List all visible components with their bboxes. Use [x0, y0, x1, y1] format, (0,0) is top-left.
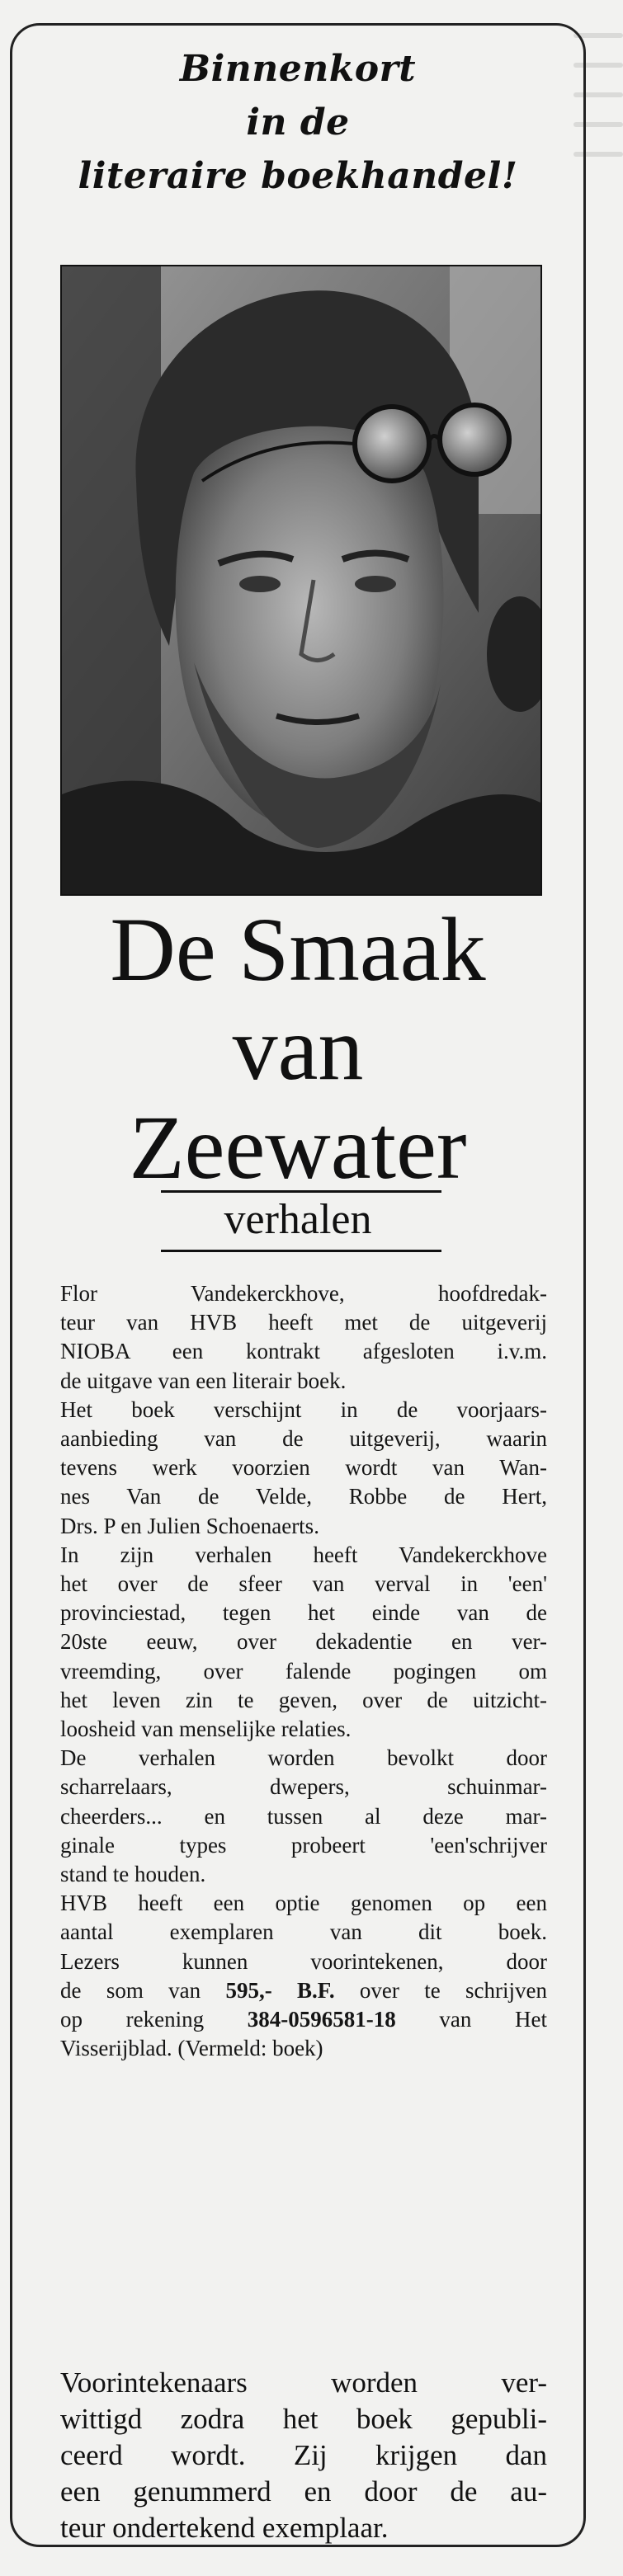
article-body-line: de som van 595,- B.F. over te schrijven	[60, 1977, 547, 2003]
article-body-line: cheerders... en tussen al deze mar-	[60, 1803, 547, 1829]
subscriber-notice-line: Voorintekenaars worden ver-	[60, 2366, 547, 2399]
article-body-line: loosheid van menselijke relaties.	[60, 1717, 352, 1742]
article-body-line: De verhalen worden bevolkt door	[60, 1745, 547, 1771]
article-body-line: provinciestad, tegen het einde van de	[60, 1600, 547, 1626]
article-body-line: teur van HVB heeft met de uitgeverij	[60, 1310, 547, 1335]
article-body-line: nes Van de Velde, Robbe de Hert,	[60, 1484, 547, 1509]
article-body-line: Lezers kunnen voorintekenen, door	[60, 1948, 547, 1974]
article-body-line: NIOBA een kontrakt afgesloten i.v.m.	[60, 1339, 547, 1364]
subscriber-notice	[60, 2365, 547, 2546]
article-body-line: stand te houden.	[60, 1862, 206, 1887]
headline-line-2: in de	[246, 101, 350, 144]
article-body-line: op rekening 384-0596581-18 van Het	[60, 2007, 547, 2032]
article-body-line: vreemding, over falende pogingen om	[60, 1658, 547, 1684]
article-body-line: HVB heeft een optie genomen op een	[60, 1891, 547, 1916]
article-body-line: 20ste eeuw, over dekadentie en ver-	[60, 1629, 547, 1655]
book-title-line-2: van	[232, 998, 364, 1099]
article-body-line: Het boek verschijnt in de voorjaars-	[60, 1396, 547, 1422]
subscriber-notice-line: een genummerd en door de au-	[60, 2475, 547, 2508]
article-body-line: aantal exemplaren van dit boek.	[60, 1919, 547, 1945]
article-body	[60, 1279, 547, 2063]
subscriber-notice-line: ceerd wordt. Zij krijgen dan	[60, 2439, 547, 2471]
headline	[12, 42, 583, 203]
author-photo	[60, 265, 542, 896]
article-body-line: het over de sfeer van verval in 'een'	[60, 1571, 547, 1597]
subscriber-notice-line: wittigd zodra het boek gepubli-	[60, 2403, 547, 2435]
article-body-line: Flor Vandekerckhove, hoofdredak-	[60, 1281, 547, 1306]
article-body-line: Drs. P en Julien Schoenaerts.	[60, 1513, 319, 1538]
article-body-line: Visserijblad. (Vermeld: boek)	[60, 2036, 323, 2061]
book-title	[12, 900, 583, 1197]
subscriber-notice-line: teur ondertekend exemplaar.	[60, 2512, 389, 2544]
article-body-line: In zijn verhalen heeft Vandekerckhove	[60, 1542, 547, 1567]
book-title-line-3: Zeewater	[129, 1097, 467, 1198]
article-body-line: tevens werk voorzien wordt van Wan-	[60, 1455, 547, 1481]
article-body-line: de uitgave van een literair boek.	[60, 1368, 347, 1393]
headline-line-3: literaire boekhandel!	[78, 155, 518, 197]
book-title-line-1: De Smaak	[110, 899, 486, 1000]
article-body-line: scharrelaars, dwepers, schuinmar-	[60, 1774, 547, 1800]
advertisement-frame	[10, 23, 586, 2547]
subtitle-top-rule	[161, 1190, 441, 1193]
headline-line-1: Binnenkort	[179, 48, 417, 90]
subtitle-bottom-rule	[161, 1250, 441, 1252]
subtitle: verhalen	[224, 1196, 372, 1243]
article-body-line: aanbieding van de uitgeverij, waarin	[60, 1426, 547, 1452]
article-body-line: het leven zin te geven, over de uitzicht-	[60, 1687, 547, 1712]
article-body-line: ginale types probeert 'een'schrijver	[60, 1832, 547, 1858]
